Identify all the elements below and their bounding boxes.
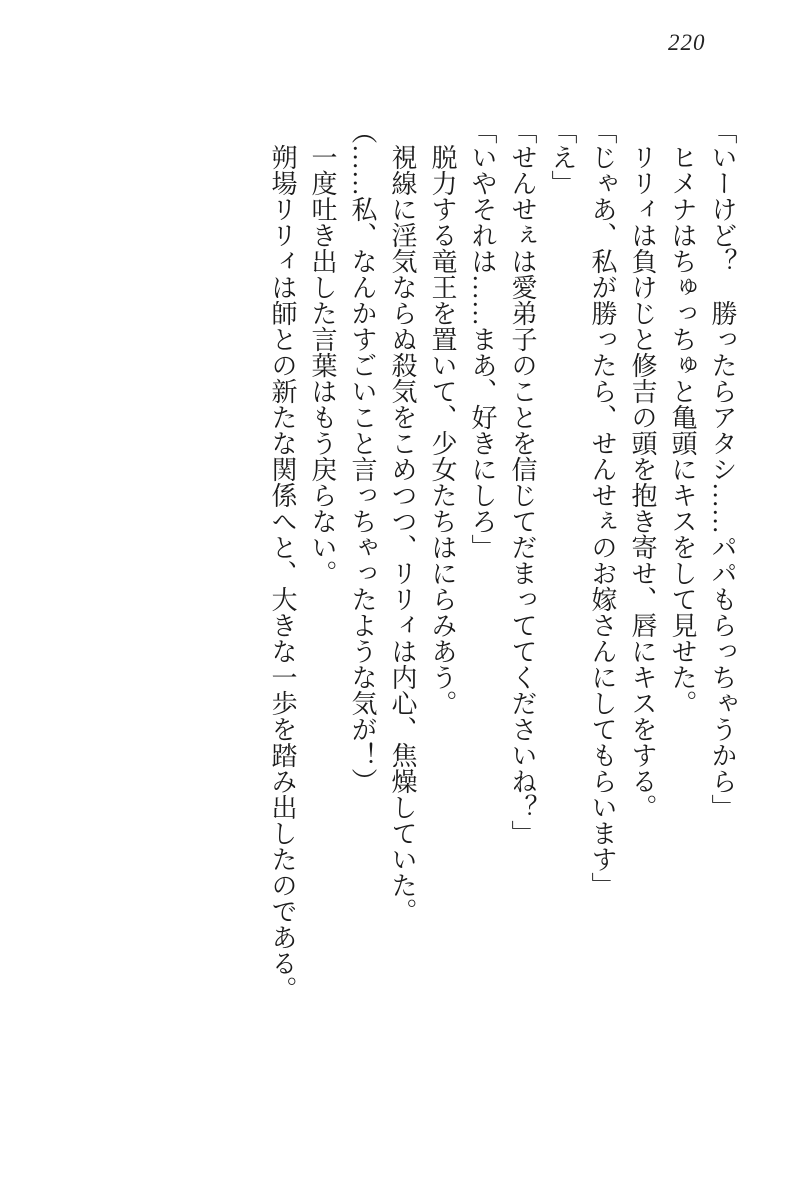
page-number: 220 <box>668 30 706 55</box>
vertical-text-body <box>262 118 742 1030</box>
paragraph-3: リリィは負けじと修吉の頭を抱き寄せ、唇にキスをする。 <box>628 144 657 820</box>
paragraph-5: 「え」 <box>548 118 577 196</box>
paragraph-11: 一度吐き出した言葉はもう戻らない。 <box>308 144 337 586</box>
paragraph-12: 朔場リリィは師との新たな関係へと、大きな一歩を踏み出したのである。 <box>268 144 297 1002</box>
paragraph-2: ヒメナはちゅっちゅと亀頭にキスをして見せた。 <box>668 144 697 716</box>
paragraph-9: 視線に淫気ならぬ殺気をこめつつ、リリィは内心、焦燥していた。 <box>388 144 417 924</box>
paragraph-4: 「じゃあ、私が勝ったら、せんせぇのお嫁さんにしてもらいます」 <box>588 118 617 898</box>
paragraph-6: 「せんせぇは愛弟子のことを信じてだまっててくださいね？」 <box>508 118 537 846</box>
paragraph-10: （……私、なんかすごいこと言っちゃったような気が！） <box>348 118 377 794</box>
paragraph-7: 「いやそれは……まあ、好きにしろ」 <box>468 118 497 560</box>
paragraph-8: 脱力する竜王を置いて、少女たちはにらみあう。 <box>428 144 457 716</box>
paragraph-1: 「いーけど？ 勝ったらアタシ……パパもらっちゃうから」 <box>708 118 737 820</box>
